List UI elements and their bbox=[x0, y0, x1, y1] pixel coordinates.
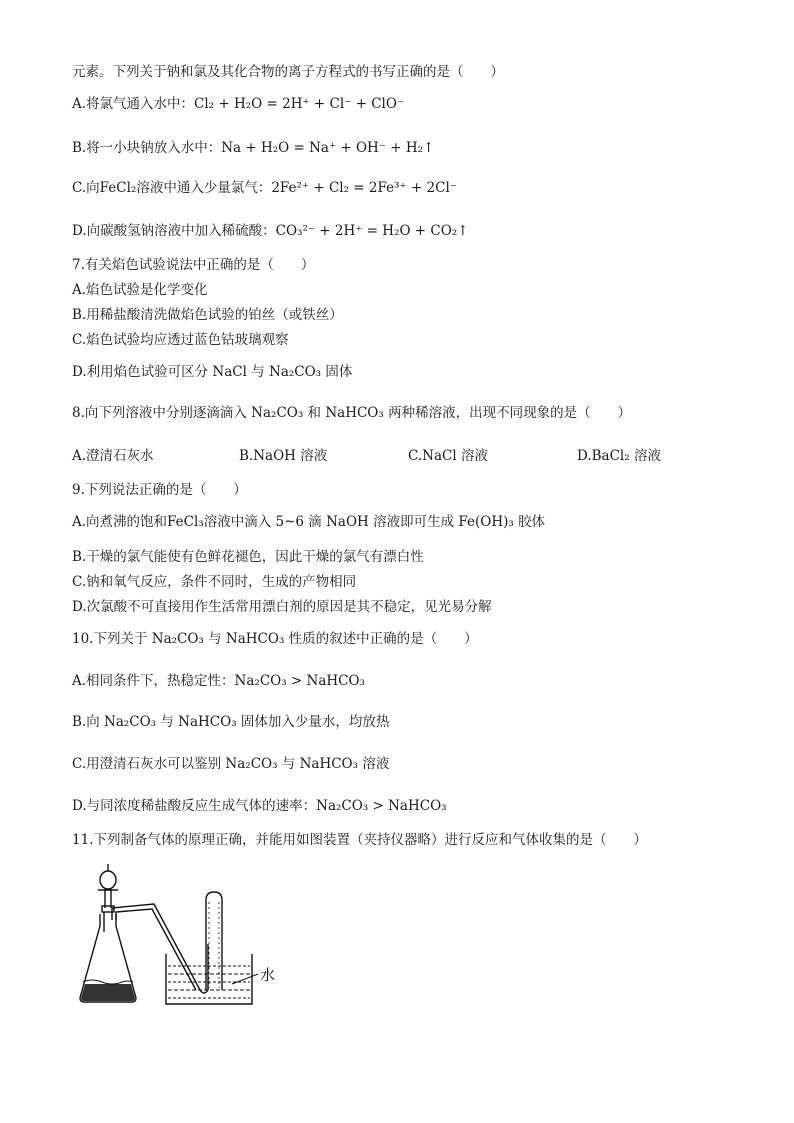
q8-option-a: A.澄清石灰水 bbox=[72, 448, 154, 464]
q8-option-d: D.BaCl₂ 溶液 bbox=[577, 448, 661, 464]
q8-option-b: B.NaOH 溶液 bbox=[239, 448, 328, 464]
q7-option-b: B.用稀盐酸清洗做焰色试验的铂丝（或铁丝） bbox=[72, 307, 343, 323]
q9-option-d: D.次氯酸不可直接用作生活常用漂白剂的原因是其不稳定，见光易分解 bbox=[72, 599, 492, 615]
q7-option-d: D.利用焰色试验可区分 NaCl 与 Na₂CO₃ 固体 bbox=[72, 364, 353, 380]
q7-option-a: A.焰色试验是化学变化 bbox=[72, 282, 208, 298]
q9-option-b: B.干燥的氯气能使有色鲜花褪色，因此干燥的氯气有漂白性 bbox=[72, 549, 424, 565]
separatory-funnel bbox=[98, 864, 118, 912]
q7-option-c: C.焰色试验均应透过蓝色钴玻璃观察 bbox=[72, 332, 289, 348]
q9-option-c: C.钠和氧气反应，条件不同时，生成的产物相同 bbox=[72, 574, 357, 590]
q9-stem: 9.下列说法正确的是（ ） bbox=[72, 482, 247, 498]
q10-option-d: D.与同浓度稀盐酸反应生成气体的速率：Na₂CO₃ > NaHCO₃ bbox=[72, 798, 447, 814]
q10-stem: 10.下列关于 Na₂CO₃ 与 NaHCO₃ 性质的叙述中正确的是（ ） bbox=[72, 631, 478, 647]
water-label: 水 bbox=[260, 966, 276, 984]
q6-option-a: A.将氯气通入水中：Cl₂ + H₂O = 2H⁺ + Cl⁻ + ClO⁻ bbox=[72, 96, 405, 112]
q6-option-c: C.向FeCl₂溶液中通入少量氯气：2Fe²⁺ + Cl₂ = 2Fe³⁺ + 2Cl⁻ bbox=[72, 180, 457, 196]
q11-stem: 11.下列制备气体的原理正确，并能用如图装置（夹持仪器略）进行反应和气体收集的是（ ） bbox=[72, 832, 647, 848]
intro-line: 元素。下列关于钠和氯及其化合物的离子方程式的书写正确的是（ ） bbox=[72, 64, 504, 80]
water-pointer bbox=[232, 974, 258, 984]
q10-option-c: C.用澄清石灰水可以鉴别 Na₂CO₃ 与 NaHCO₃ 溶液 bbox=[72, 756, 390, 772]
q6-option-d: D.向碳酸氢钠溶液中加入稀硫酸：CO₃²⁻ + 2H⁺ = H₂O + CO₂↑ bbox=[72, 223, 469, 239]
q7-stem: 7.有关焰色试验说法中正确的是（ ） bbox=[72, 257, 315, 273]
delivery-tube bbox=[112, 904, 208, 993]
q10-option-a: A.相同条件下，热稳定性：Na₂CO₃ > NaHCO₃ bbox=[72, 673, 365, 689]
apparatus-figure bbox=[72, 862, 292, 1012]
q8-option-c: C.NaCl 溶液 bbox=[408, 448, 488, 464]
q9-option-a: A.向煮沸的饱和FeCl₃溶液中滴入 5~6 滴 NaOH 溶液即可生成 Fe(OH)₃ 胶体 bbox=[72, 514, 546, 530]
q6-option-b: B.将一小块钠放入水中：Na + H₂O = Na⁺ + OH⁻ + H₂↑ bbox=[72, 140, 435, 156]
q8-stem: 8.向下列溶液中分别逐滴滴入 Na₂CO₃ 和 NaHCO₃ 两种稀溶液，出现不同现象的是（ ） bbox=[72, 405, 632, 421]
q10-option-b: B.向 Na₂CO₃ 与 NaHCO₃ 固体加入少量水，均放热 bbox=[72, 714, 390, 730]
flask-liquid bbox=[81, 980, 135, 1001]
